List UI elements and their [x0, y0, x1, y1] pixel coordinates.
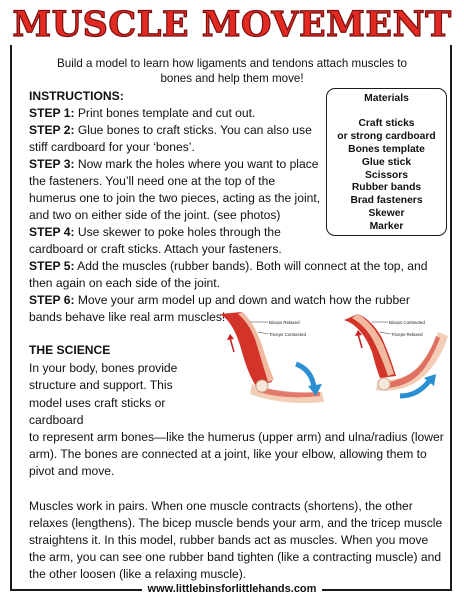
- science-paragraph-2: Muscles work in pairs. When one muscle contracts (shortens), the other relaxes (lengthens). The bicep muscle bends your arm, and the tricep muscle straightens it. In this model, rubber bands act as muscles. When you move the arm, you can see one rubber band tighten (like a contracting muscle) and the other loosen (like a relaxing muscle).: [29, 498, 443, 582]
- materials-item: Rubber bands: [351, 182, 422, 194]
- label-triceps-contracted: Triceps Contracted: [269, 332, 306, 337]
- step-label: STEP 6:: [29, 293, 75, 307]
- science-text-narrow: In your body, bones provide structure and support. This model uses craft sticks or cardboard: [29, 361, 178, 427]
- footer-link[interactable]: www.littlebinsforlittlehands.com: [142, 583, 323, 595]
- paragraph-spacer: [29, 481, 445, 498]
- materials-item: Skewer: [368, 208, 405, 220]
- materials-item: Craft sticks: [358, 117, 415, 129]
- materials-item: or strong cardboard: [337, 130, 436, 142]
- science-paragraph-1: [29, 360, 445, 480]
- step-2: [29, 122, 319, 156]
- science-section: [29, 342, 445, 584]
- step-label: STEP 3:: [29, 157, 75, 171]
- materials-item: Bones template: [348, 143, 425, 155]
- materials-heading: Materials: [364, 93, 409, 104]
- label-triceps-relaxed: Triceps Relaxed: [391, 332, 423, 337]
- science-text-wide: to represent arm bones—like the humerus (upper arm) and ulna/radius (lower arm). The bones are connected at a joint, like your elbow, allowing them to pivot and move.: [29, 430, 444, 479]
- step-3: [29, 156, 323, 224]
- step-5: [29, 258, 445, 292]
- step-text: Use skewer to poke holes through the cardboard or craft sticks. Attach your fasteners.: [29, 225, 282, 256]
- step-4: [29, 224, 329, 258]
- step-text: Glue bones to craft sticks. You can also use stiff cardboard for your ‘bones’.: [29, 123, 312, 154]
- title-text: MUSCLE MOVEMENT: [4, 4, 459, 45]
- step-text: Move your arm model up and down and watch how the rubber bands behave like real arm muscles!: [29, 293, 410, 324]
- page-title: [0, 4, 464, 45]
- step-text: Now mark the holes where you want to place the fasteners. You’ll need one at the top of the humerus one to join the two pieces, acting as the joint, and two on either side of the joint. (see photos): [29, 157, 321, 222]
- step-text: Print bones template and cut out.: [74, 106, 256, 120]
- instructions-heading: INSTRUCTIONS:: [29, 89, 124, 103]
- materials-box: [326, 88, 447, 236]
- step-label: STEP 4:: [29, 225, 75, 239]
- intro-text: Build a model to learn how ligaments and tendons attach muscles to bones and help them move!: [57, 57, 407, 85]
- materials-item: Scissors: [365, 169, 408, 181]
- step-label: STEP 1:: [29, 106, 75, 120]
- science-text: [29, 360, 445, 480]
- materials-item: Glue stick: [361, 156, 412, 168]
- footer-url: [0, 583, 464, 595]
- science-heading: THE SCIENCE: [29, 343, 111, 357]
- materials-item: Brad fasteners: [350, 195, 423, 207]
- step-text: Add the muscles (rubber bands). Both will connect at the top, and then again on each side of the joint.: [29, 259, 428, 290]
- label-biceps-contracted: Biceps Contracted: [389, 320, 425, 325]
- materials-item: Marker: [369, 221, 404, 233]
- step-label: STEP 2:: [29, 123, 75, 137]
- step-label: STEP 5:: [29, 259, 75, 273]
- label-biceps-relaxed: Biceps Relaxed: [269, 320, 300, 325]
